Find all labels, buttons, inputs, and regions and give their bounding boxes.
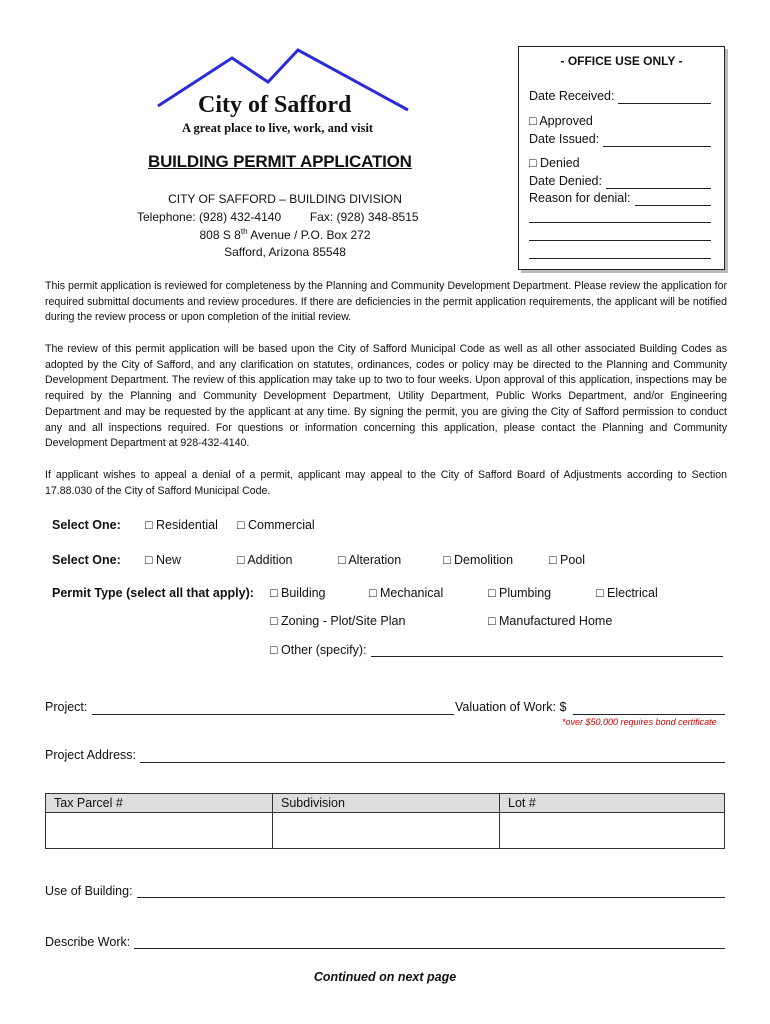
select-one-label-2: Select One: [52, 553, 121, 567]
valuation-note: *over $50,000 requires bond certificate [562, 717, 717, 727]
select-one-label-1: Select One: [52, 518, 121, 532]
address-sup: th [240, 227, 248, 236]
division-line: CITY OF SAFFORD – BUILDING DIVISION [168, 192, 402, 206]
date-received-label: Date Received: [529, 89, 615, 103]
commercial-checkbox[interactable]: □ Commercial [237, 518, 315, 532]
project-label: Project: [45, 700, 88, 714]
reason-denial-label: Reason for denial: [529, 191, 631, 205]
building-checkbox[interactable]: □ Building [270, 586, 326, 600]
valuation-field[interactable] [573, 714, 725, 715]
alteration-checkbox[interactable]: □ Alteration [338, 553, 402, 567]
continued-note: Continued on next page [313, 970, 457, 984]
date-issued-field[interactable] [603, 146, 711, 147]
city-name: City of Safford [198, 92, 352, 118]
addition-checkbox[interactable]: □ Addition [237, 553, 293, 567]
office-use-box [518, 46, 725, 270]
mechanical-checkbox[interactable]: □ Mechanical [369, 586, 444, 600]
plumbing-checkbox[interactable]: □ Plumbing [488, 586, 552, 600]
project-field[interactable] [92, 714, 454, 715]
address-part: 808 S 8 [199, 228, 241, 242]
date-issued-label: Date Issued: [529, 132, 600, 146]
date-denied-label: Date Denied: [529, 174, 602, 188]
project-address-field[interactable] [140, 762, 725, 763]
project-address-label: Project Address: [45, 748, 137, 762]
reason-line-1[interactable] [529, 222, 711, 223]
address-line [120, 227, 450, 242]
address-part-2: Avenue / P.O. Box 272 [247, 228, 371, 242]
tax-parcel-header: Tax Parcel # [46, 794, 273, 813]
review-paragraph: The review of this permit application will be based upon the City of Safford Municipal Code as well as all other associated Building Codes as adopted by the City of Safford, and any clarification on statutes, ordinances, codes or policy may be directed to the Planning and Community Development Department. The review of this application may take up to two to four weeks. Upon approval of this application, inspections may be required by the Planning and Community Development Department, Utility Department, Public Works Department, and/or Engineering Department and may be requested by the applicant at any time. By signing the permit, you are giving the City of Safford permission to conduct any and all inspections required. For questions or information concerning this application, please contact the Planning and Community Development Department at 928-432-4140. [45, 343, 727, 450]
reason-denial-field[interactable] [635, 205, 711, 206]
residential-checkbox[interactable]: □ Residential [145, 518, 218, 532]
page-title: BUILDING PERMIT APPLICATION [148, 152, 412, 171]
approved-checkbox[interactable]: □ Approved [529, 114, 593, 128]
intro-paragraph: This permit application is reviewed for completeness by the Planning and Community Development Department. Please review the application for required submittal documents and review procedures. If there are deficiencies in the permit application requirements, the applicant will be notified during the review process or upon completion of the initial review. [45, 280, 727, 324]
fax-text: Fax: (928) 348-8515 [309, 210, 419, 224]
date-denied-field[interactable] [606, 188, 711, 189]
phone-text: Telephone: (928) 432-4140 [137, 210, 282, 224]
lot-cell[interactable] [500, 813, 725, 849]
electrical-checkbox[interactable]: □ Electrical [596, 586, 658, 600]
describe-work-field[interactable] [134, 948, 725, 949]
reason-line-3[interactable] [529, 258, 711, 259]
use-of-building-field[interactable] [137, 897, 725, 898]
other-checkbox[interactable]: □ Other (specify): [270, 643, 367, 657]
subdivision-header: Subdivision [273, 794, 500, 813]
reason-line-2[interactable] [529, 240, 711, 241]
describe-work-label: Describe Work: [45, 935, 131, 949]
date-received-field[interactable] [618, 103, 711, 104]
city-state-line: Safford, Arizona 85548 [224, 245, 346, 259]
manufactured-home-checkbox[interactable]: □ Manufactured Home [488, 614, 613, 628]
city-tagline: A great place to live, work, and visit [182, 121, 374, 135]
use-of-building-label: Use of Building: [45, 884, 133, 898]
valuation-label: Valuation of Work: $ [455, 700, 567, 714]
appeal-paragraph: If applicant wishes to appeal a denial of a permit, applicant may appeal to the City of Safford Board of Adjustments according to Section 17.88.030 of the City of Safford Municipal Code. [45, 469, 727, 497]
denied-checkbox[interactable]: □ Denied [529, 156, 580, 170]
parcel-table [45, 793, 725, 849]
parcel-table-input-row [46, 813, 725, 849]
pool-checkbox[interactable]: □ Pool [549, 553, 586, 567]
office-use-header: - OFFICE USE ONLY - [560, 54, 683, 68]
subdivision-cell[interactable] [273, 813, 500, 849]
new-checkbox[interactable]: □ New [145, 553, 182, 567]
zoning-checkbox[interactable]: □ Zoning - Plot/Site Plan [270, 614, 406, 628]
permit-type-label: Permit Type (select all that apply): [52, 586, 254, 600]
lot-header: Lot # [500, 794, 725, 813]
phone-line [137, 210, 419, 224]
parcel-table-header-row [46, 794, 725, 813]
demolition-checkbox[interactable]: □ Demolition [443, 553, 514, 567]
other-specify-field[interactable] [371, 656, 723, 657]
tax-parcel-cell[interactable] [46, 813, 273, 849]
